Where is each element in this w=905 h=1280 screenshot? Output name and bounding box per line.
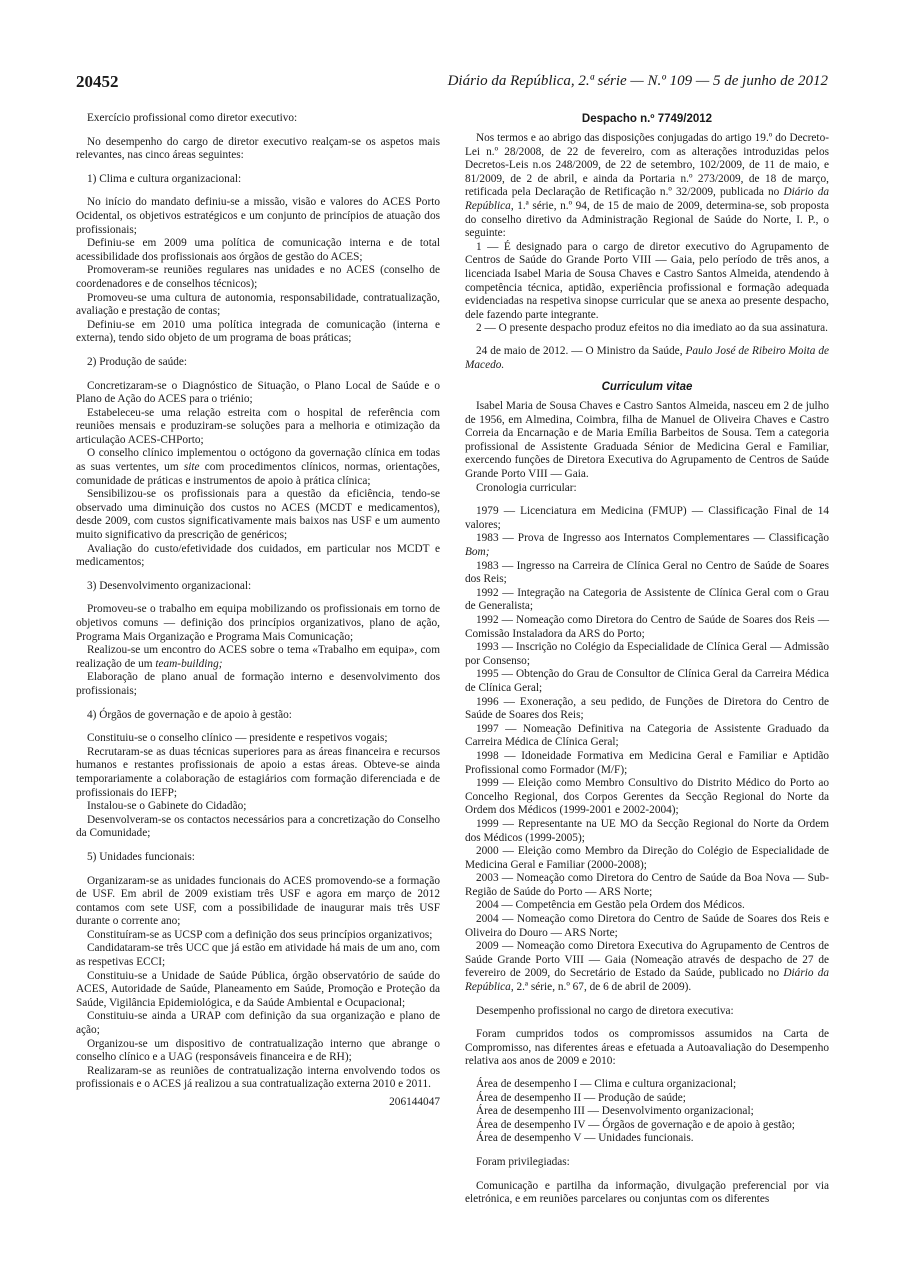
list-item: 1999 — Eleição como Membro Consultivo do Distrito Médico do Porto ao Concelho Regional, dos Corpos Gerentes da Secção Regional do Norte da Ordem dos Médicos (1999-2001 e 2002-2004); [465,777,829,817]
paragraph: 1 — É designado para o cargo de diretor executivo do Agrupamento de Centros de Saúde do Grande Porto VIII — Gaia, pelo período de três anos, a licenciada Isabel Maria de Sousa Chaves e Castro Santos Almeida, atendendo à competência técnica, aptidão, experiência profissional e formação adequada evidenciadas na respetiva sinopse curricular que se anexa ao presente despacho, dele fazendo parte integrante. [465,240,829,321]
paragraph: No desempenho do cargo de diretor executivo realçam-se os aspetos mais relevantes, nas cinco áreas seguintes: [76,135,440,162]
cv-title: Curriculum vitae [601,381,693,394]
despacho-title: Despacho n.º 7749/2012 [581,113,713,125]
list-item: 1979 — Licenciatura em Medicina (FMUP) — Classificação Final de 14 valores; [465,505,829,531]
list-item: O conselho clínico implementou o octógono da governação clínica em todas as suas vertentes, um site com procedimentos clínicos, normas, orientações, comunidade de práticas e instrumentos de apoio à prática clínica; [76,447,440,487]
list-item: Promoveram-se reuniões regulares nas unidades e no ACES (conselho de coordenadores e de conselhos técnicos); [76,264,440,290]
list-item: Constituiu-se ainda a URAP com definição da sua organização e plano de ação; [76,1010,440,1037]
section-heading: 2) Produção de saúde: [87,355,188,368]
list-item: 1999 — Representante na UE MO da Secção Regional do Norte da Ordem dos Médicos (1999-2005); [465,817,829,844]
list-item: 2004 — Nomeação como Diretora do Centro de Saúde de Soares dos Reis e Oliveira do Douro — ARS Norte; [465,913,829,939]
list-item: 2004 — Competência em Gestão pela Ordem dos Médicos. [476,899,745,912]
list-item: Avaliação do custo/efetividade dos cuidados, em particular nos MCDT e medicamentos; [76,542,440,569]
list-item: Estabeleceu-se uma relação estreita com o hospital de referência com reuniões mensais e produziram-se soluções para a melhoria e otimização da articulação ACES-CHPorto; [76,406,440,446]
list-item: No início do mandato definiu-se a missão, visão e valores do ACES Porto Ocidental, os objetivos estratégicos e um conjunto de princípios de atuação dos profissionais; [76,196,440,236]
signatory-name: Paulo José de Ribeiro Moita de Macedo. [465,344,829,371]
paragraph: 2 — O presente despacho produz efeitos no dia imediato ao da sua assinatura. [476,322,828,335]
list-item: 2009 — Nomeação como Diretora Executiva do Agrupamento de Centros de Saúde Grande Porto VIII — Gaia (Nomeação através de despacho de 27 de fevereiro de 2009, do Secretário de Estado da Saúde, publicado no Diário da República, 2.ª série, n.º 67, de 6 de abril de 2009). [465,940,829,994]
signature-line: 24 de maio de 2012. — O Ministro da Saúde, Paulo José de Ribeiro Moita de Macedo. [465,344,829,371]
areas-list [465,1078,829,1146]
list-item: Constituíram-se as UCSP com a definição dos seus princípios organizativos; [87,928,433,941]
list-item: 1995 — Obtenção do Grau de Consultor de Clínica Geral da Carreira Médica de Clínica Geral; [465,668,829,694]
list-item: Recrutaram-se as duas técnicas superiores para as áreas financeira e recursos humanos e restantes profissionais de apoio a estas áreas. Obteve-se ainda temporariamente a colaboração de estagiários com formação diferenciada e de profissionais do IEFP; [76,745,440,799]
list-item: Definiu-se em 2010 uma política integrada de comunicação (interna e externa), tendo sido objeto de um programa de boas práticas; [76,318,440,345]
emphasis: Diário da República [465,186,829,212]
page-number: 20452 [76,72,119,91]
list-item: Realizou-se um encontro do ACES sobre o tema «Trabalho em equipa», com realização de um team-building; [76,644,440,670]
list-item: Promoveu-se uma cultura de autonomia, responsabilidade, contratualização, avaliação e prestação de contas; [76,291,440,318]
emphasis: team-building; [155,657,223,670]
paragraph: Comunicação e partilha da informação, divulgação preferencial por via eletrónica, e em reuniões parcelares ou conjuntas com os diferentes [465,1179,829,1206]
emphasis: Bom; [465,546,490,559]
list-item: 1993 — Inscrição no Colégio da Especialidade de Clínica Geral — Admissão por Consenso; [465,641,829,667]
right-column [465,112,829,1207]
list-item: Desenvolveram-se os contactos necessários para a concretização do Conselho da Comunidade; [76,813,440,840]
emphasis: site [183,461,200,474]
list-item: 1992 — Integração na Categoria de Assistente de Clínica Geral com o Grau de Generalista; [465,586,829,613]
list-item: 1983 — Prova de Ingresso aos Internatos Complementares — Classificação Bom; [465,532,829,559]
paragraph: Foram cumpridos todos os compromissos assumidos na Carta de Compromisso, nas diferentes áreas e efetuada a Autoavaliação do Desempenho relativa aos anos de 2009 e 2010: [465,1028,829,1068]
list-item: Candidataram-se três UCC que já estão em atividade há mais de um ano, com as respetivas ECCI; [76,942,440,969]
list-item: Elaboração de plano anual de formação interno e desenvolvimento dos profissionais; [76,671,440,697]
paragraph: Foram privilegiadas: [476,1155,570,1168]
list-item: 1992 — Nomeação como Diretora do Centro de Saúde de Soares dos Reis — Comissão Instaladora da ARS do Porto; [465,614,829,640]
reference-number: 206144047 [389,1096,440,1108]
paragraph: Nos termos e ao abrigo das disposições conjugadas do artigo 19.º do Decreto-Lei n.º 28/2008, de 22 de fevereiro, com as alterações introduzidas pelos Decretos-Leis n.os 248/2009, de 22 de setembro, 102/2009, de 11 de maio, e 81/2009, de 2 de abril, e ainda da Portaria n.º 273/2009, de 18 de março, retificada pela Declaração de Retificação n.º 32/2009, publicada no Diário da República, 1.ª série, n.º 94, de 15 de maio de 2009, determina-se, sob proposta do conselho diretivo da Administração Regional de Saúde do Norte, I. P., o seguinte: [465,132,829,240]
list-item: Sensibilizou-se os profissionais para a questão da eficiência, tendo-se observado uma diminuição dos custos no ACES (MCDT e medicamentos), desde 2009, com custos significativamente mais baixos nas USF e um aumento muito significativo da prescrição de genéricos; [76,488,440,542]
list-item: Organizou-se um dispositivo de contratualização interno que abrange o conselho clínico e a UAG (responsáveis financeira e de RH); [76,1037,440,1064]
list-item: 1996 — Exoneração, a seu pedido, de Funções de Diretora do Centro de Saúde de Soares dos Reis; [465,695,829,722]
list-item: Instalou-se o Gabinete do Cidadão; [87,800,247,813]
section-heading: 4) Órgãos de governação e de apoio à gestão: [87,708,292,721]
list-item: 2003 — Nomeação como Diretora do Centro de Saúde da Boa Nova — Sub-Região de Saúde do Porto — ARS Norte; [465,872,829,898]
list-item: 1998 — Idoneidade Formativa em Medicina Geral e Familiar e Aptidão Profissional como Formador (M/F); [465,749,829,776]
list-item: 2000 — Eleição como Membro da Direção do Colégio de Especialidade de Medicina Geral e Familiar (2000-2008); [465,845,829,871]
list-item: Promoveu-se o trabalho em equipa mobilizando os profissionais em torno de objetivos comuns — definição dos princípios organizativos, plano de ação, Programa Mais Organização e Programa Mais Comunicação; [76,603,440,643]
list-item: Área de desempenho V — Unidades funcionais. [476,1132,694,1145]
journal-title: Diário da República, 2.ª série — N.º 109 — 5 de junho de 2012 [447,73,828,89]
list-item: Concretizaram-se o Diagnóstico de Situação, o Plano Local de Saúde e o Plano de Ação do ACES para o triénio; [76,379,440,406]
left-column [76,112,440,1110]
section-heading: 5) Unidades funcionais: [87,850,195,863]
list-item: Constituiu-se a Unidade de Saúde Pública, órgão observatório de saúde do ACES, Autoridade de Saúde, Planeamento em Saúde, Promoção e Proteção da Saúde, Vigilância Epidemiológica, e da Saúde Ambiental e Ocupacional; [76,969,440,1009]
list-item: 1997 — Nomeação Definitiva na Categoria de Assistente Graduado da Carreira Médica de Clínica Geral; [465,722,829,749]
section-heading: 1) Clima e cultura organizacional: [87,172,242,185]
list-item: Área de desempenho II — Produção de saúde; [476,1091,686,1104]
paragraph: Desempenho profissional no cargo de diretora executiva: [476,1004,734,1017]
paragraph: Exercício profissional como diretor executivo: [87,112,298,124]
list-item: Área de desempenho III — Desenvolvimento organizacional; [476,1105,754,1118]
list-item: Área de desempenho I — Clima e cultura organizacional; [476,1078,737,1090]
list-item: Realizaram-se as reuniões de contratualização interna envolvendo todos os profissionais e o ACES já realizou a sua contratualização externa 2010 e 2011. [76,1064,440,1091]
section-heading: 3) Desenvolvimento organizacional: [87,579,252,592]
emphasis: Diário da República [465,967,829,994]
paragraph: Isabel Maria de Sousa Chaves e Castro Santos Almeida, nasceu em 2 de julho de 1956, em Almedina, Coimbra, filha de Manuel de Oliveira Chaves e Castro Correia da Encarnação e de Maria Emília Barbeitos de Sousa. Tem a categoria profissional de Assistente Graduada Sénior de Medicina Geral e Familiar, exercendo funções de Diretora Executiva do Agrupamento de Centros de Saúde Grande Porto VIII — Gaia. [465,400,829,481]
list-item: 1983 — Ingresso na Carreira de Clínica Geral no Centro de Saúde de Soares dos Reis; [465,559,829,586]
list-item: Constituiu-se o conselho clínico — presidente e respetivos vogais; [87,732,388,745]
paragraph: Cronologia curricular: [476,481,577,494]
list-item: Área de desempenho IV — Órgãos de governação e de apoio à gestão; [476,1118,795,1131]
list-item: Organizaram-se as unidades funcionais do ACES promovendo-se a formação de USF. Em abril de 2009 existiam três USF e agora em março de 2012 contamos com sete USF, com a possibilidade de inaugurar mais três USF durante o corrente ano; [76,874,440,928]
list-item: Definiu-se em 2009 uma política de comunicação interna e de total acessibilidade dos profissionais aos órgãos de gestão do ACES; [76,237,440,263]
page-header [76,72,828,92]
